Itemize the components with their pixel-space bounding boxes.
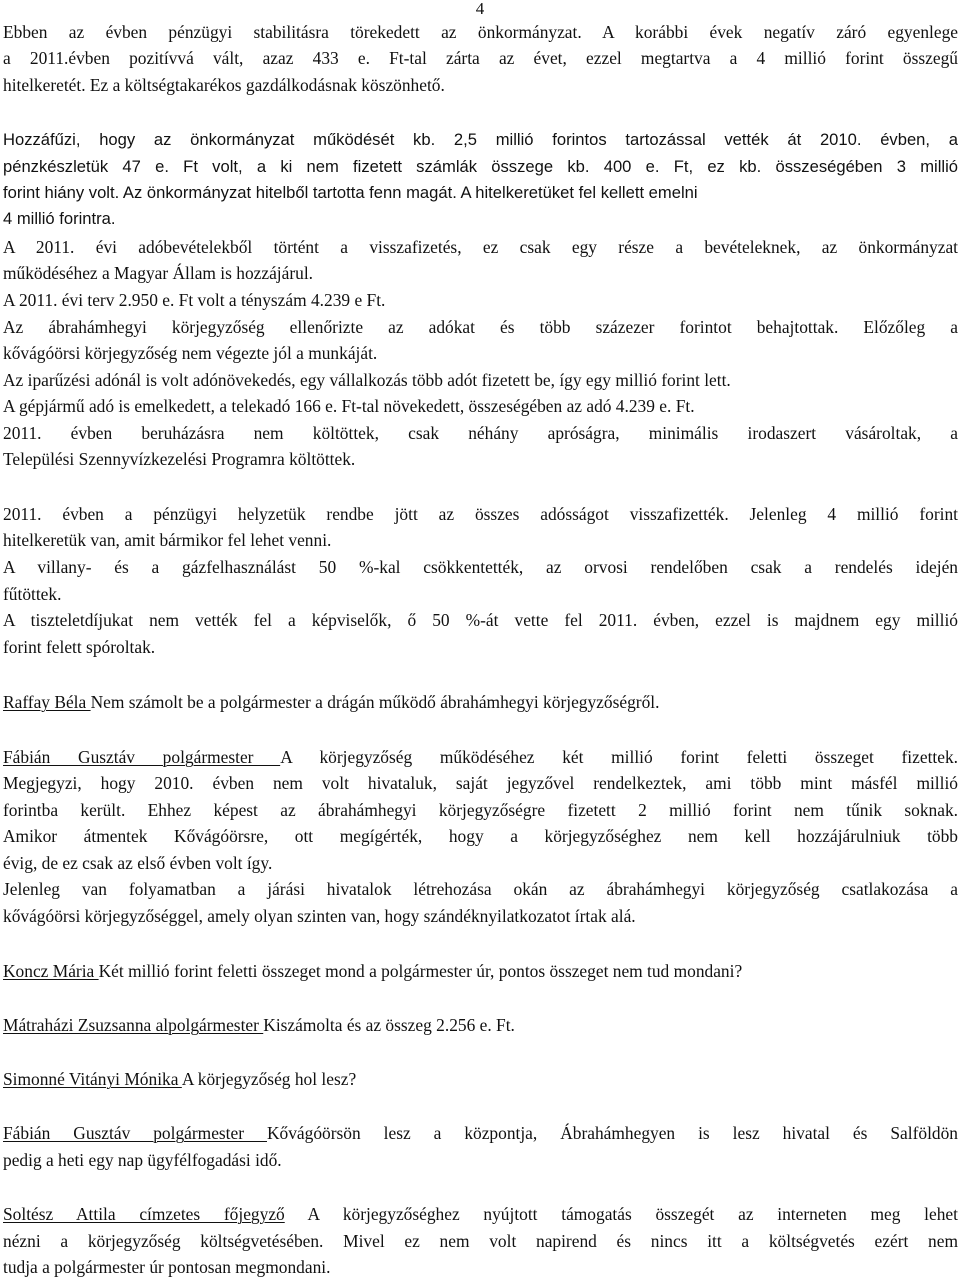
speaker-name: Mátraházi Zsuzsanna alpolgármester [3,1015,264,1035]
line-text: nézni a körjegyzőség költségvetésében. Mivel ez nem volt napirend és nincs itt a költségvetés ezért nem [3,1231,958,1251]
line-text: Hozzáfűzi, hogy az önkormányzat működését kb. 2,5 millió forintos tartozással vették át 2010. évben, a [3,130,958,149]
text-line [3,634,958,660]
speaker-line [3,1066,958,1092]
line-text: kővágóörsi körjegyzőséggel, amely olyan szinten van, hogy szándéknyilatkozatot írtak alá. [3,906,636,926]
line-text: forint hiány volt. Az önkormányzat hitelből tartotta fenn magát. A hitelkeretüket fel kellett emelni [3,183,698,202]
text-line [3,420,958,446]
line-text: 2011. évben a pénzügyi helyzetük rendbe jött az összes adósságot visszafizették. Jelenleg 4 millió forint [3,504,958,524]
line-text: A tiszteletdíjukat nem vették fel a képviselők, ő 50 %-át vette fel 2011. évben, ezzel is majdnem egy millió [3,610,958,630]
text-line [3,823,958,849]
speaker-name: Simonné Vitányi Mónika [3,1069,182,1089]
text-line [3,1254,958,1280]
text-line [3,850,958,876]
line-text: A körjegyzőség hol lesz? [181,1069,357,1089]
line-text: 2011. évben beruházásra nem költöttek, csak néhány apróságra, minimális irodaszert vásároltak, a [3,423,958,443]
page-number: 4 [475,0,485,18]
line-text: Az ábrahámhegyi körjegyzőség ellenőrizte az adókat és több százezer forintot behajtottak. Előzőleg a [3,317,958,337]
line-text: A körjegyzőséghez nyújtott támogatás összegét az interneten meg lehet [284,1204,958,1224]
text-line [3,72,958,98]
text-line [3,340,958,366]
line-text: működéséhez a Magyar Állam is hozzájárul. [3,263,314,283]
line-text: A villany- és a gázfelhasználást 50 %-kal csökkentették, az orvosi rendelőben csak a rendelés idején [3,557,958,577]
line-text: fűtöttek. [3,584,62,604]
speaker-line [3,744,958,770]
line-text: Megjegyzi, hogy 2010. évben nem volt hivataluk, saját jegyzővel rendelkeztek, ami több mint másfél millió [3,773,958,793]
speaker-line [3,1120,958,1146]
text-line [3,446,958,472]
text-line [3,527,958,553]
line-text: pedig a heti egy nap ügyfélfogadási idő. [3,1150,282,1170]
text-line [3,797,958,823]
line-text: hitelkeretét. Ez a költségtakarékos gazdálkodásnak köszönhető. [3,75,445,95]
speaker-name: Fábián Gusztáv polgármester [3,1123,267,1143]
speaker-line [3,1012,958,1038]
line-text: forint felett spóroltak. [3,637,156,657]
line-text: kővágóörsi körjegyzőség nem végezte jól a munkáját. [3,343,378,363]
line-text: a 2011.évben pozitívvá vált, azaz 433 e. Ft-tal zárta az évet, ezzel megtartva a 4 millió forint összegű [3,48,958,68]
line-text: Nem számolt be a polgármester a drágán működő ábrahámhegyi körjegyzőségről. [90,692,660,712]
speaker-name: Fábián Gusztáv polgármester [3,747,281,767]
line-text: A 2011. évi adóbevételekből történt a visszafizetés, ez csak egy része a bevételeknek, az önkormányzat [3,237,958,257]
text-line [3,234,958,260]
text-line [3,154,958,180]
text-line [3,501,958,527]
text-line [3,581,958,607]
line-text: hitelkeretük van, amit bármikor fel lehet venni. [3,530,332,550]
text-line [3,367,958,393]
text-line [3,206,958,232]
text-line [3,770,958,796]
text-line [3,287,958,313]
text-line [3,903,958,929]
text-line [3,876,958,902]
speaker-line [3,1201,958,1227]
line-text: Az iparűzési adónál is volt adónövekedés, egy vállalkozás több adót fizetett be, így egy millió forint lett. [3,370,731,390]
text-line [3,314,958,340]
text-line [3,607,958,633]
line-text: Kővágóörsön lesz a központja, Ábrahámhegyen is lesz hivatal és Salföldön [266,1123,958,1143]
line-text: Jelenleg van folyamatban a járási hivatalok létrehozása okán az ábrahámhegyi körjegyzőség csatlakozása a [3,879,958,899]
text-line [3,1147,958,1173]
text-line [3,45,958,71]
line-text: Ebben az évben pénzügyi stabilitásra törekedett az önkormányzat. A korábbi évek negatív záró egyenlege [3,22,958,42]
line-text: Amikor átmentek Kővágóörsre, ott megígérték, hogy a körjegyzőséghez nem kell hozzájárulniuk több [3,826,958,846]
text-line [3,260,958,286]
text-line [3,127,958,153]
line-text: Két millió forint feletti összeget mond a polgármester úr, pontos összeget nem tud mondani? [98,961,743,981]
line-text: forintba került. Ehhez képest az ábrahámhegyi körjegyzőségre fizetett 2 millió forint nem tűnik soknak. [3,800,958,820]
line-text: A gépjármű adó is emelkedett, a telekadó 166 e. Ft-tal növekedett, összeségében az adó 4.239 e. Ft. [3,396,695,416]
speaker-name: Soltész Attila címzetes főjegyző [3,1204,285,1224]
text-line [3,180,958,206]
line-text: Települési Szennyvízkezelési Programra költöttek. [3,449,356,469]
line-text: pénzkészletük 47 e. Ft volt, a ki nem fizetett számlák összege kb. 400 e. Ft, ez kb. összeségében 3 millió [3,157,958,176]
speaker-name: Raffay Béla [3,692,91,712]
line-text: 4 millió forintra. [3,209,116,228]
speaker-name: Koncz Mária [3,961,99,981]
text-line [3,393,958,419]
text-line [3,1228,958,1254]
line-text: Kiszámolta és az összeg 2.256 e. Ft. [263,1015,515,1035]
line-text: A 2011. évi terv 2.950 e. Ft volt a tényszám 4.239 e Ft. [3,290,386,310]
text-line [3,19,958,45]
speaker-line [3,958,958,984]
line-text: évig, de ez csak az első évben volt így. [3,853,273,873]
line-text: A körjegyzőség működéséhez két millió forint feletti összeget fizettek. [280,747,958,767]
text-line [3,554,958,580]
line-text: tudja a polgármester úr pontosan megmondani. [3,1257,331,1277]
speaker-line [3,689,958,715]
